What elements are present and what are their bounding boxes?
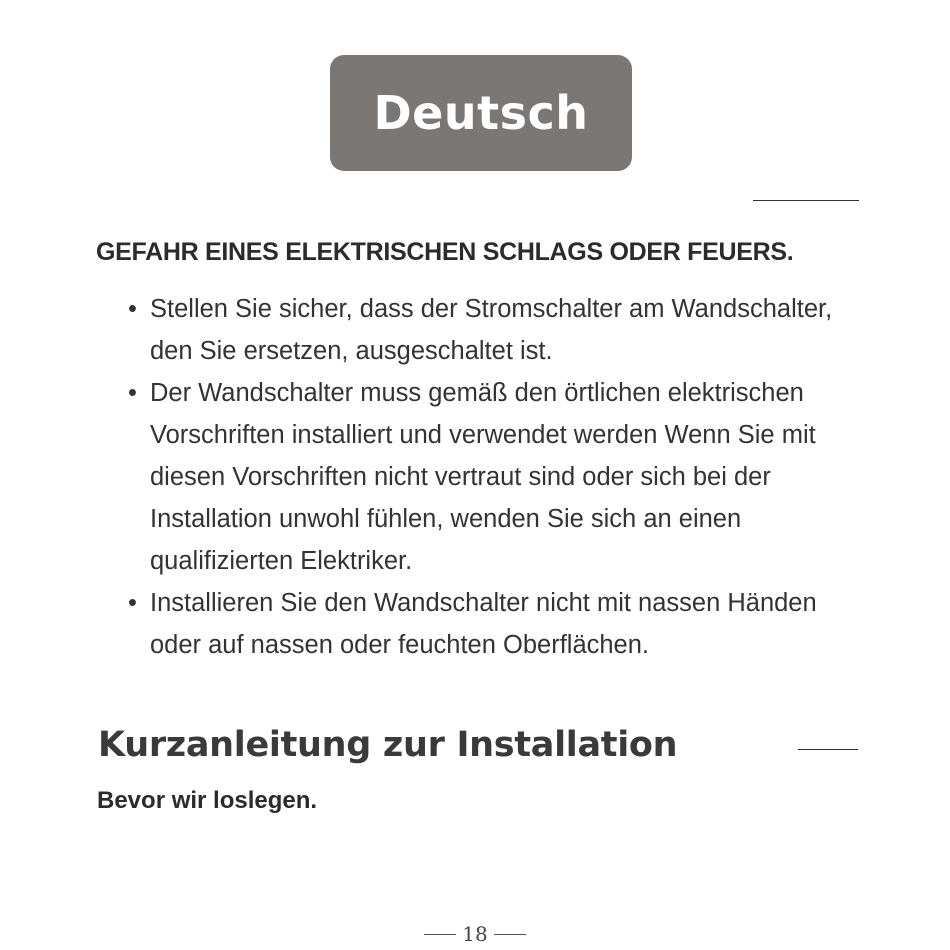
list-item-text: Installieren Sie den Wandschalter nicht mit nassen Händen oder auf nassen oder feuchten Oberflächen. <box>150 589 817 659</box>
section-title: Kurzanleitung zur Installation <box>98 725 678 765</box>
language-label: Deutsch <box>373 86 589 140</box>
list-item-text: Der Wandschalter muss gemäß den örtlichen elektrischen Vorschriften installiert und verwendet werden Wenn Sie mit diesen Vorschriften nicht vertraut sind oder sich bei der Installation unwohl fühlen, wenden Sie sich an einen qualifizierten Elektriker. <box>150 379 816 575</box>
page-number-dash-right <box>494 934 526 935</box>
list-item <box>128 288 868 372</box>
warning-list <box>128 288 868 666</box>
language-badge <box>330 55 632 171</box>
section-subtitle: Bevor wir loslegen. <box>97 787 318 814</box>
section-rule <box>798 749 858 750</box>
list-item-text: Stellen Sie sicher, dass der Stromschalter am Wandschalter, den Sie ersetzen, ausgeschaltet ist. <box>150 295 833 365</box>
list-item <box>128 582 868 666</box>
warning-heading: GEFAHR EINES ELEKTRISCHEN SCHLAGS ODER FEUERS. <box>96 238 794 266</box>
list-item <box>128 372 868 582</box>
decorative-rule <box>753 200 859 201</box>
page-number: 18 <box>462 922 488 946</box>
bullet-icon: • <box>128 295 137 323</box>
page-footer <box>0 922 950 946</box>
page-number-dash-left <box>424 934 456 935</box>
bullet-icon: • <box>128 379 137 407</box>
bullet-icon: • <box>128 589 137 617</box>
